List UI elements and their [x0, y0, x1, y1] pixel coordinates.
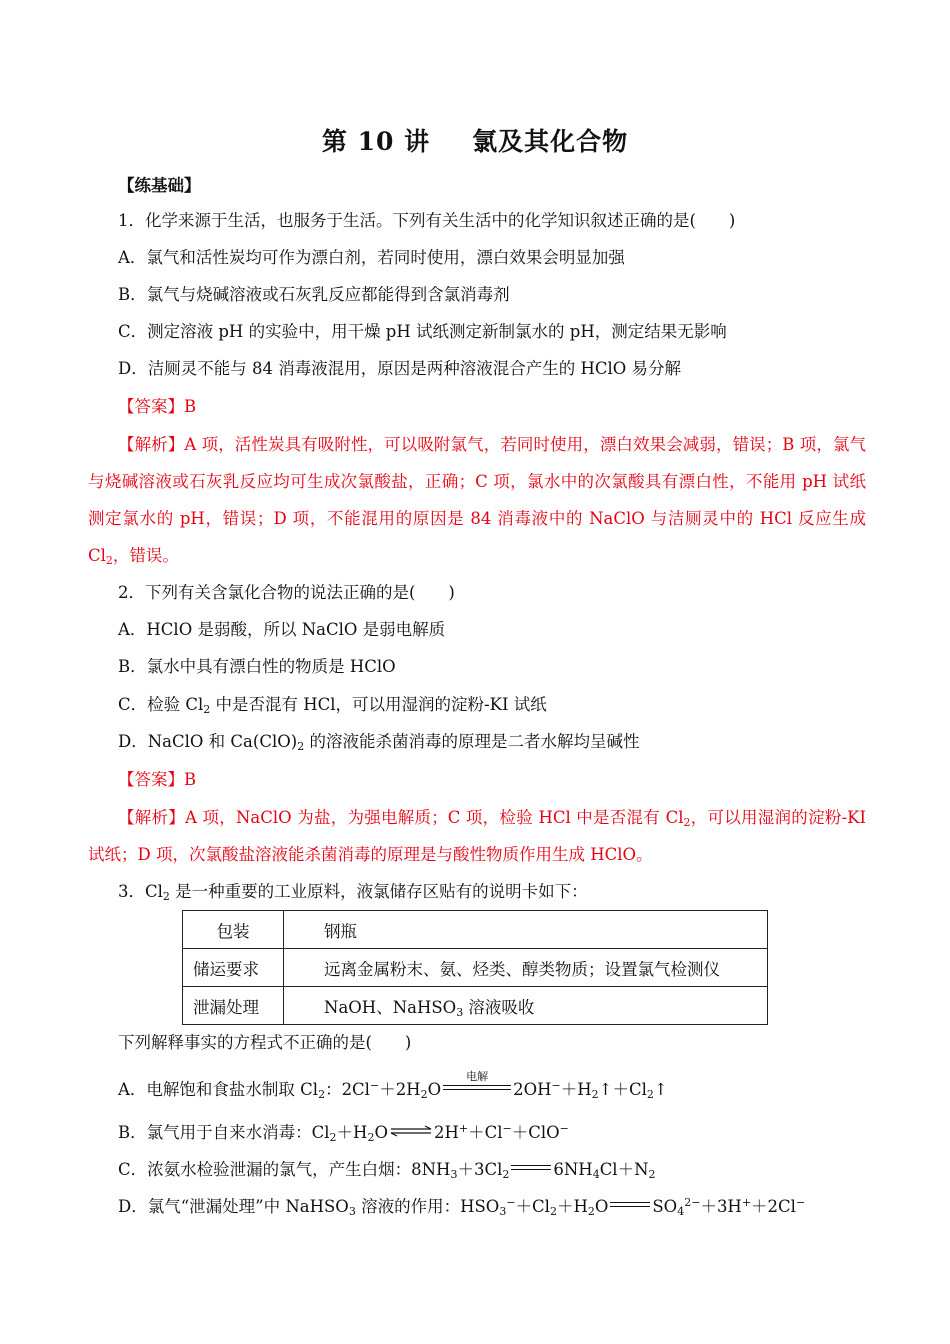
q3-option-c: C．浓氨水检验泄漏的氯气，产生白烟：$8NH_3+3Cl_2$ $6NH_4Cl+N_2$ — [118, 1160, 656, 1181]
page-title — [0, 122, 950, 158]
table-row — [183, 987, 768, 1025]
table-value: 远离金属粉末、氨、烃类、醇类物质；设置氯气检测仪 — [284, 949, 768, 987]
q2-answer: 【答案】B — [118, 770, 197, 789]
q2-stem: 2．下列有关含氯化合物的说法正确的是( ) — [118, 583, 455, 602]
q1-analysis: 【解析】A 项，活性炭具有吸附性，可以吸附氯气，若同时使用，漂白效果会减弱，错误；B 项，氯气与烧碱溶液或石灰乳反应均可生成次氯酸盐，正确；C 项，氯水中的次氯酸具有漂白性，不能用 pH 试纸测定氯水的 pH，错误；D 项，不能混用的原因是 84 消毒液中的 NaClO 与洁厕灵中的 HCl 反应生成 $Cl_2$，错误。 — [88, 435, 866, 567]
table-value: NaOH、NaHSO$_3$ 溶液吸收 — [284, 987, 768, 1025]
electrolysis-arrow: 电解 — [443, 1083, 511, 1093]
q3-option-a: A．电解饱和食盐水制取 $Cl_2$：$2Cl^-+2H_2O$ 电解 $2OH^-+H_2↑+Cl_2↑$ — [118, 1070, 668, 1101]
q2-option-a: A．HClO 是弱酸，所以 NaClO 是弱电解质 — [118, 620, 446, 639]
table-key: 泄漏处理 — [183, 987, 284, 1025]
table-value: 钢瓶 — [284, 911, 768, 949]
q3-option-b: B．氯气用于自来水消毒：$Cl_2+H_2O$ 2H+＋Cl−＋ClO− — [118, 1122, 569, 1144]
q3-stem: 3．$Cl_2$ 是一种重要的工业原料，液氯储存区贴有的说明卡如下： — [118, 882, 588, 903]
q1-option-a: A．氯气和活性炭均可作为漂白剂，若同时使用，漂白效果会明显加强 — [118, 248, 625, 267]
table-row — [183, 949, 768, 987]
table-key: 储运要求 — [183, 949, 284, 987]
q3-ask: 下列解释事实的方程式不正确的是( ) — [118, 1033, 412, 1052]
q2-option-c: C．检验 $Cl_2$ 中是否混有 HCl，可以用湿润的淀粉-KI 试纸 — [118, 695, 547, 716]
lecture-number: 第 10 讲 — [321, 127, 431, 156]
table-row — [183, 911, 768, 949]
q1-answer: 【答案】B — [118, 397, 197, 416]
equals-sign — [610, 1200, 650, 1210]
q1-option-b: B．氯气与烧碱溶液或石灰乳反应都能得到含氯消毒剂 — [118, 285, 510, 304]
section-heading: 【练基础】 — [118, 176, 201, 195]
q1-option-c: C．测定溶液 pH 的实验中，用干燥 pH 试纸测定新制氯水的 pH，测定结果无影响 — [118, 322, 727, 341]
reversible-arrow-icon — [389, 1125, 433, 1137]
equals-sign — [511, 1163, 551, 1173]
q2-option-d: D．NaClO 和 $Ca(ClO)_2$ 的溶液能杀菌消毒的原理是二者水解均呈碱性 — [118, 732, 640, 753]
chlorine-info-card — [182, 910, 768, 1025]
q1-option-d: D．洁厕灵不能与 84 消毒液混用，原因是两种溶液混合产生的 HClO 易分解 — [118, 359, 682, 378]
lecture-topic: 氯及其化合物 — [472, 127, 629, 156]
table-key: 包装 — [183, 911, 284, 949]
q2-option-b: B．氯水中具有漂白性的物质是 HClO — [118, 657, 396, 676]
q2-analysis: 【解析】A 项，NaClO 为盐，为强电解质；C 项，检验 HCl 中是否混有 $Cl_2$，可以用湿润的淀粉-KI 试纸；D 项，次氯酸盐溶液能杀菌消毒的原理是与酸性物质作用生成 HClO。 — [88, 808, 867, 864]
q1-stem: 1．化学来源于生活，也服务于生活。下列有关生活中的化学知识叙述正确的是( ) — [118, 211, 736, 230]
q3-option-d: D．氯气“泄漏处理”中 NaHSO$_3$ 溶液的作用：$HSO_3^-+Cl_2+H_2O$ $SO_4^{2-}+3H^++2Cl^-$ — [118, 1196, 806, 1218]
